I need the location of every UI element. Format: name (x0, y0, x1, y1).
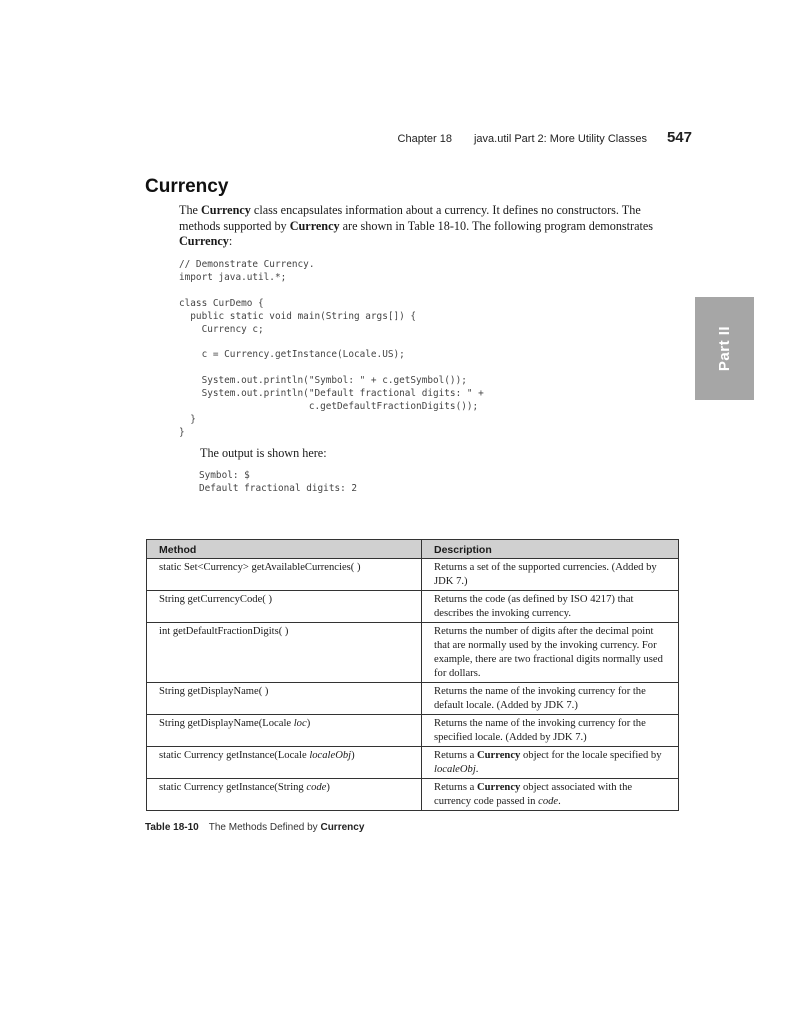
method-param: loc (293, 718, 307, 729)
class-name: Currency (289, 218, 340, 233)
description-text: Returns a (434, 782, 477, 793)
class-name: Currency (476, 750, 521, 761)
method-signature: ) (306, 718, 311, 729)
table-row (147, 779, 679, 811)
intro-text: The (179, 203, 201, 217)
method-cell: String getDisplayName( ) (147, 683, 422, 715)
method-signature: ) (326, 782, 330, 793)
program-output: Symbol: $ Default fractional digits: 2 (199, 470, 358, 494)
class-name: Currency (201, 203, 251, 217)
table-header-row (147, 540, 679, 559)
table-row (147, 591, 679, 623)
method-param: localeObj (309, 750, 352, 761)
methods-table (146, 539, 679, 811)
table-row (147, 747, 679, 779)
output-label: The output is shown here: (200, 446, 327, 460)
description-text: Returns a (434, 750, 477, 761)
description-cell: Returns a set of the supported currencies. (Added by JDK 7.) (422, 559, 679, 591)
method-cell: int getDefaultFractionDigits( ) (147, 623, 422, 683)
method-signature: static Currency getInstance(String (159, 782, 307, 793)
description-text: object for the locale specified by (520, 750, 662, 761)
description-cell: Returns the number of digits after the decimal point that are normally used by the invoking currency. For example, there are two fractional digits normally used for dollars. (422, 623, 679, 683)
intro-paragraph (179, 203, 679, 250)
caption-text: The Methods Defined by (208, 822, 321, 833)
table-row (147, 715, 679, 747)
method-cell (147, 747, 422, 779)
intro-text: : (228, 234, 233, 248)
chapter-label: Chapter 18 (397, 133, 452, 145)
method-signature: String getDisplayName(Locale (159, 718, 294, 729)
part-tab (695, 297, 754, 400)
table-row (147, 623, 679, 683)
class-name: Currency (179, 234, 229, 248)
method-signature: static Currency getInstance(Locale (159, 750, 310, 761)
running-header (398, 129, 692, 146)
class-name: Currency (476, 782, 521, 793)
table-row (147, 683, 679, 715)
class-name: Currency (320, 822, 365, 833)
part-tab-label: Part II (716, 325, 733, 372)
method-signature: ) (351, 750, 355, 761)
section-title: Currency (145, 176, 229, 197)
description-cell: Returns the code (as defined by ISO 4217) that describes the invoking currency. (422, 591, 679, 623)
code-listing: // Demonstrate Currency. import java.util.*; class CurDemo { public static void main(String args[]) { Currency c; c = Currency.getInstance(Locale.US); System.out.println("Symbol: " + c.getSymbol()); System.out.println("Default fractional digits: " + c.getDefaultFractionDigits()); } } (179, 259, 484, 438)
method-param: localeObj (434, 764, 476, 775)
table-number: Table 18-10 (145, 822, 199, 833)
chapter-title: java.util Part 2: More Utility Classes (473, 133, 647, 145)
column-header-description: Description (422, 540, 679, 559)
method-param: code (306, 782, 327, 793)
method-param: code (538, 796, 559, 807)
description-cell (422, 779, 679, 811)
intro-text: are shown in Table 18-10. The following program demonstrates (339, 218, 654, 233)
description-cell (422, 747, 679, 779)
intro-text: class encapsulates information about a currency. It defines no constructors. The methods supported by (179, 203, 641, 233)
table-row (147, 559, 679, 591)
method-cell (147, 715, 422, 747)
description-cell: Returns the name of the invoking currency for the default locale. (Added by JDK 7.) (422, 683, 679, 715)
column-header-method: Method (147, 540, 422, 559)
table-caption (145, 822, 364, 833)
method-cell: String getCurrencyCode( ) (147, 591, 422, 623)
method-cell (147, 779, 422, 811)
page-number: 547 (666, 129, 692, 146)
description-cell: Returns the name of the invoking currency for the specified locale. (Added by JDK 7.) (422, 715, 679, 747)
description-text: . (558, 796, 561, 807)
method-cell: static Set<Currency> getAvailableCurrencies( ) (147, 559, 422, 591)
description-text: . (475, 764, 479, 775)
description-text: object associated with the currency code passed in (434, 782, 633, 807)
